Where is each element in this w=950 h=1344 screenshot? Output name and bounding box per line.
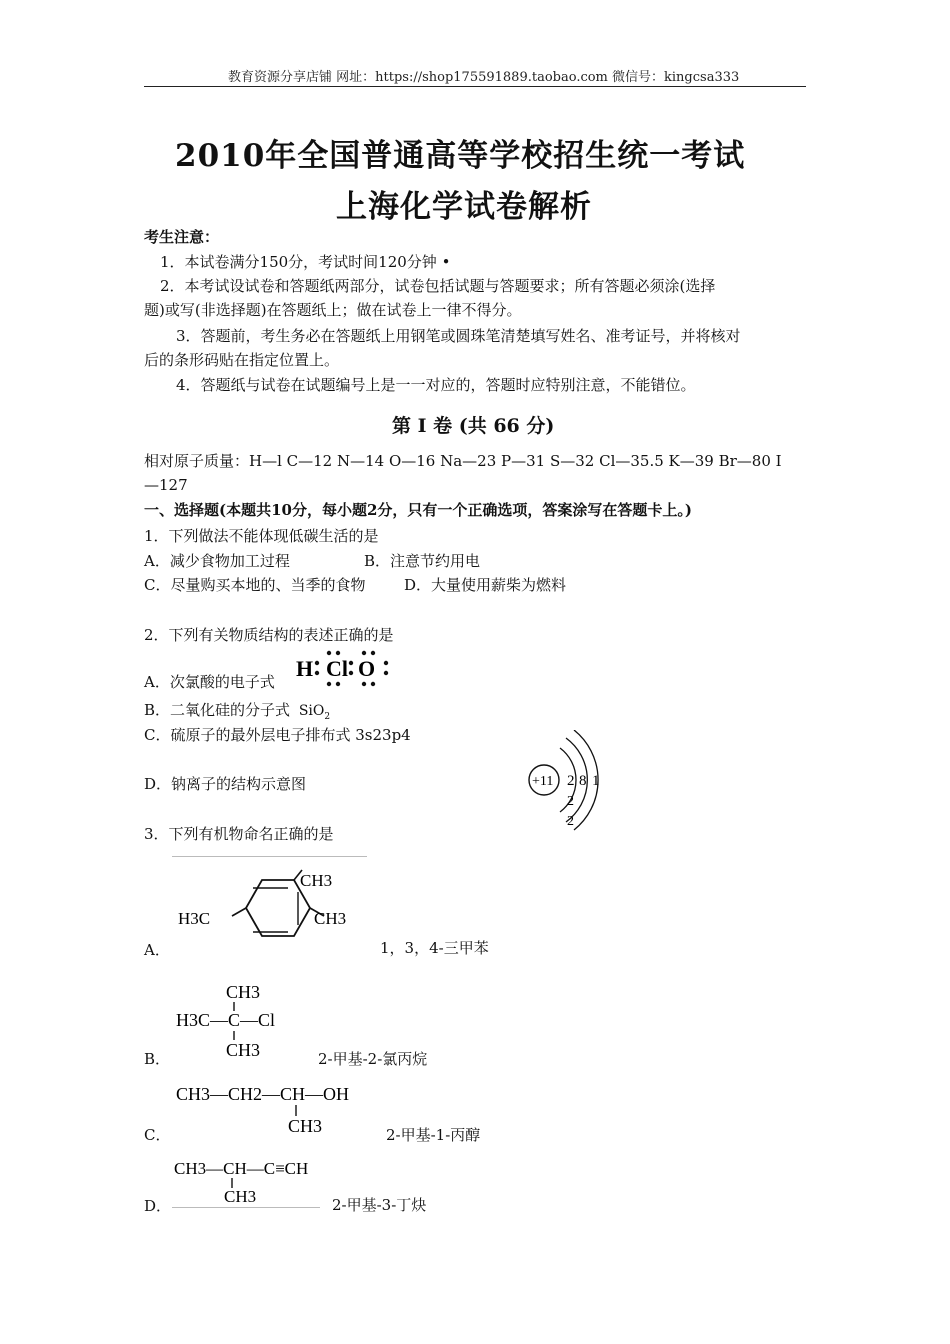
notice-item-2b: 题)或写(非选择题)在答题纸上；做在试卷上一律不得分。 <box>144 301 522 319</box>
q3-option-b-label: B． <box>144 1050 171 1068</box>
q3-option-c-name: 2-甲基-1-丙醇 <box>386 1126 481 1144</box>
propanol-structure <box>172 1078 382 1138</box>
q3-option-b-name: 2-甲基-2-氯丙烷 <box>318 1050 428 1068</box>
c-bottom: CH3 <box>288 1116 323 1136</box>
page-header: 教育资源分享店铺 网址：https://shop175591889.taobao.com 微信号：kingcsa333 <box>228 70 740 85</box>
shell-extra-2: 2 <box>567 814 574 829</box>
q3-divider <box>172 856 367 857</box>
chloropropane-structure <box>172 978 292 1064</box>
d-top: CH3—CH—C≡CH <box>174 1159 309 1178</box>
q2-option-c: C．硫原子的最外层电子排布式 3s23p4 <box>144 726 411 744</box>
title-line2: 上海化学试卷解析 <box>336 189 592 225</box>
sodium-ion-diagram <box>522 730 612 840</box>
methyl-right: CH3 <box>314 909 347 928</box>
part1-title: 第 I 卷 (共 66 分) <box>392 415 555 437</box>
sio2-sub: 2 <box>324 711 331 722</box>
q1-option-a: A．减少食物加工过程 <box>144 552 290 570</box>
shell-2-count: 8 <box>579 773 587 789</box>
b-mid: H3C—C—Cl <box>176 1010 276 1030</box>
q3-stem: 3．下列有机物命名正确的是 <box>144 825 334 843</box>
formula-h: H <box>296 656 314 681</box>
b-bottom: CH3 <box>226 1040 261 1060</box>
notice-item-1: 1．本试卷满分150分，考试时间120分钟 • <box>160 253 451 271</box>
atomic-masses-line2: —127 <box>144 476 188 494</box>
atomic-masses-line1: 相对原子质量：H—l C—12 N—14 O—16 Na—23 P—31 S—32 Cl—35.5 K—39 Br—80 I <box>144 452 782 470</box>
formula-o: O <box>358 656 376 681</box>
q3-d-underline <box>172 1207 320 1208</box>
q2-option-a: A．次氯酸的电子式 <box>144 673 275 691</box>
q2-option-b <box>144 700 330 727</box>
sio2-main: SiO <box>298 703 325 719</box>
header-rule <box>144 86 806 87</box>
q2-option-b-label: B．二氧化硅的分子式 <box>144 701 291 719</box>
q1-option-b: B．注意节约用电 <box>364 552 481 570</box>
q3-option-d-name: 2-甲基-3-丁炔 <box>332 1196 427 1214</box>
section1-heading: 一、选择题(本题共10分，每小题2分，只有一个正确选项，答案涂写在答题卡上。) <box>144 501 693 519</box>
b-top: CH3 <box>226 982 261 1002</box>
q1-stem: 1．下列做法不能体现低碳生活的是 <box>144 527 379 545</box>
q2-option-d: D．钠离子的结构示意图 <box>144 775 307 793</box>
q1-option-d: D．大量使用薪柴为燃料 <box>404 576 567 594</box>
title-line1: 2010年全国普通高等学校招生统一考试 <box>175 138 746 174</box>
notice-item-3b: 后的条形码贴在指定位置上。 <box>144 351 340 369</box>
hclo-electron-formula <box>294 648 400 688</box>
q1-option-c: C．尽量购买本地的、当季的食物 <box>144 576 366 594</box>
methyl-top: CH3 <box>300 871 333 890</box>
d-bottom: CH3 <box>224 1187 257 1206</box>
notice-item-3a: 3．答题前，考生务必在答题纸上用钢笔或圆珠笔清楚填写姓名、准考证号，并将核对 <box>176 327 741 345</box>
notice-heading: 考生注意： <box>144 228 220 246</box>
notice-item-2a: 2．本考试设试卷和答题纸两部分，试卷包括试题与答题要求；所有答题必须涂(选择 <box>160 277 716 295</box>
q3-option-c-label: C． <box>144 1126 171 1144</box>
q2-stem: 2．下列有关物质结构的表述正确的是 <box>144 626 394 644</box>
q3-option-d-label: D． <box>144 1197 172 1215</box>
butyne-structure <box>172 1152 342 1208</box>
formula-cl: Cl <box>326 656 348 681</box>
shell-1-count: 2 <box>567 773 575 789</box>
shell-3-count: 1 <box>592 773 600 789</box>
notice-item-4: 4．答题纸与试卷在试题编号上是一一对应的，答题时应特别注意，不能错位。 <box>176 376 696 394</box>
c-top: CH3—CH2—CH—OH <box>176 1084 350 1104</box>
q3-option-a-name: 1，3，4-三甲苯 <box>380 939 489 957</box>
methyl-left: H3C <box>178 909 211 928</box>
nucleus-charge: +11 <box>532 774 554 789</box>
q3-option-a-label: A． <box>144 941 170 959</box>
sio2-formula <box>298 703 331 722</box>
shell-extra-1: 2 <box>567 794 574 809</box>
trimethylbenzene-structure <box>172 862 362 952</box>
bond-left-methyl <box>232 908 246 916</box>
